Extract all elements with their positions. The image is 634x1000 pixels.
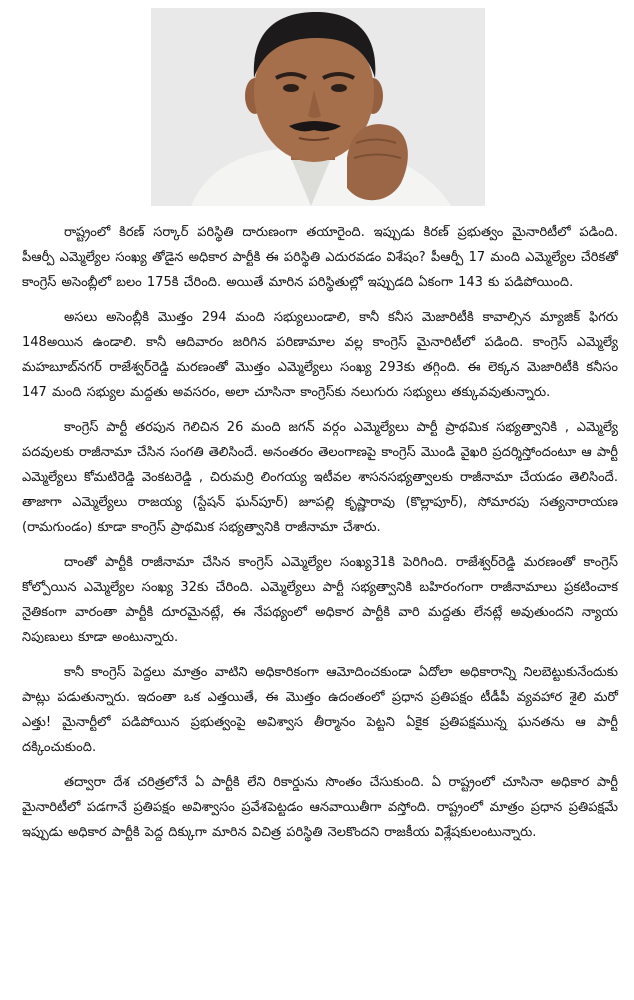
paragraph-2: అసలు అసెంబ్లీకి మొత్తం 294 మంది సభ్యులుండాలి, కానీ కనీస మెజారిటీకి కావాల్సిన మ్యాజిక్ ఫిగరు 148అయిన ఉండాలి. కానీ ఆదివారం జరిగిన పరిణామాల వల్ల కాంగ్రెస్ మైనారిటీలో పడింది. కాంగ్రెస్ ఎమ్మెల్యే మహబూబ్‌నగర్ రాజేశ్వర్‌రెడ్డి మరణంతో మొత్తం ఎమ్మెల్యేలు సంఖ్య 293కు తగ్గింది. ఈ లెక్కన మెజారిటీకి కనీసం 147 మంది సభ్యుల మద్దతు అవసరం, అలా చూసినా కాంగ్రెస్‌కు నలుగురు సభ్యులు తక్కువవుతున్నారు. (22, 310, 618, 400)
portrait-illustration (151, 8, 485, 206)
article-body (22, 220, 618, 855)
paragraph-4: దాంతో పార్టీకి రాజీనామా చేసిన కాంగ్రెస్ ఎమ్మెల్యేల సంఖ్య31కి పెరిగింది. రాజేశ్వర్‌రెడ్డి మరణంతో కాంగ్రెస్ కోల్పోయిన ఎమ్మెల్యేల సంఖ్య 32కు చేరింది. ఎమ్మెల్యేలు పార్టీ సభ్యత్వానికి బహిరంగంగా రాజీనామాలు ప్రకటించాక నైతికంగా వారంతా పార్టీకి దూరమైనట్లే, ఈ నేపథ్యంలో అధికార పార్టీకి వారి మద్దతు లేనట్లే అవుతుందని న్యాయ నిపుణులు కూడా అంటున్నారు. (22, 555, 618, 645)
portrait-photo (151, 8, 485, 206)
paragraph-1: రాష్ట్రంలో కిరణ్ సర్కార్ పరిస్థితి దారుణంగా తయారైంది. ఇప్పుడు కిరణ్ ప్రభుత్వం మైనారిటీలో పడింది. పీఆర్పీ ఎమ్మెల్యేల సంఖ్య తోడైన అధికార పార్టీకి ఈ పరిస్థితి ఎదురవడం విశేషం? పీఆర్పీ 17 మంది ఎమ్మెల్యేల చేరికతో కాంగ్రెస్ అసెంబ్లీలో బలం 175కి చేరింది. అయితే మారిన పరిస్థితుల్లో ఇప్పుడది ఏకంగా 143 కు పడిపోయింది. (22, 225, 618, 290)
paragraph-5: కానీ కాంగ్రెస్ పెద్దలు మాత్రం వాటిని అధికారికంగా ఆమోదించకుండా ఏదోలా అధికారాన్ని నిలబెట్టుకునేందుకు పాట్లు పడుతున్నారు. ఇదంతా ఒక ఎత్తయితే, ఈ మొత్తం ఉదంతంలో ప్రధాన ప్రతిపక్షం టీడీపీ వ్యవహార శైలి మరో ఎత్తు! మైనార్టీలో పడిపోయిన ప్రభుత్వంపై అవిశ్వాస తీర్మానం పెట్టని ఏకైక ప్రతిపక్షమున్న ఘనతను ఆ పార్టీ దక్కించుకుంది. (22, 665, 618, 755)
paragraph-6: తద్వారా దేశ చరిత్రలోనే ఏ పార్టీకి లేని రికార్డును సొంతం చేసుకుంది. ఏ రాష్ట్రంలో చూసినా అధికార పార్టీ మైనారిటీలో పడగానే ప్రతిపక్షం అవిశ్వాసం ప్రవేశపెట్టడం ఆనవాయితీగా వస్తోంది. రాష్ట్రంలో మాత్రం ప్రధాన ప్రతిపక్షమే ఇప్పుడు అధికార పార్టీకి పెద్ద దిక్కుగా మారిన విచిత్ర పరిస్థితి నెలకొందని రాజకీయ విశ్లేషకులంటున్నారు. (22, 775, 618, 840)
paragraph-3: కాంగ్రెస్ పార్టీ తరపున గెలిచిన 26 మంది జగన్ వర్గం ఎమ్మెల్యేలు పార్టీ ప్రాథమిక సభ్యత్వానికి , ఎమ్మెల్యే పదవులకు రాజీనామా చేసిన సంగతి తెలిసిందే. అనంతరం తెలంగాణపై కాంగ్రెస్ మొండి వైఖరి ప్రదర్శిస్తోందంటూ ఆ పార్టీ ఎమ్మెల్యేలు కోమటిరెడ్డి వెంకటరెడ్డి , చిరుమర్రి లింగయ్య ఇటీవల శాసనసభ్యత్వాలకు రాజీనామా చేయడం తెలిసిందే. తాజాగా ఎమ్మెల్యేలు రాజయ్య (స్టేషన్ ఘన్‌పూర్) జూపల్లి కృష్ణారావు (కొల్లాపూర్), సోమారపు సత్యనారాయణ (రామగుండం) కూడా కాంగ్రెస్ ప్రాథమిక సభ్యత్వానికి రాజీనామా చేశారు. (22, 420, 618, 535)
